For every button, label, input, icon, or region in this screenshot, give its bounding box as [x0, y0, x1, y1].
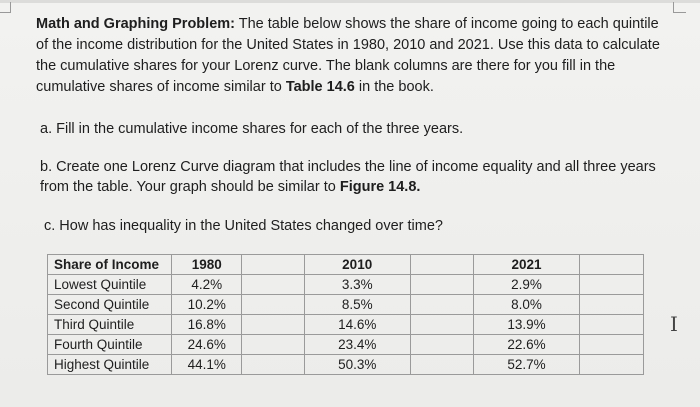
part-b-question	[40, 157, 670, 197]
table-reference: Table 14.6	[285, 79, 355, 95]
cell-2010: 8.5%	[304, 295, 410, 315]
header-2021: 2021	[473, 255, 579, 275]
table-row	[48, 315, 644, 335]
cell-2010: 50.3%	[304, 355, 410, 375]
cumulative-cell-2010[interactable]	[410, 335, 473, 355]
header-blank-1980[interactable]	[242, 255, 304, 275]
problem-statement	[36, 14, 666, 98]
header-blank-2021[interactable]	[580, 255, 644, 275]
cell-2010: 23.4%	[304, 335, 410, 355]
cumulative-cell-2021[interactable]	[580, 315, 644, 335]
cumulative-cell-2010[interactable]	[410, 275, 473, 295]
cell-2010: 3.3%	[304, 275, 410, 295]
part-c-question: c. How has inequality in the United States changed over time?	[44, 218, 443, 234]
cumulative-cell-2010[interactable]	[410, 315, 473, 335]
cell-1980: 4.2%	[172, 275, 242, 295]
figure-reference: Figure 14.8.	[339, 179, 421, 195]
row-label: Highest Quintile	[48, 355, 172, 375]
cell-1980: 44.1%	[172, 355, 242, 375]
header-blank-2010[interactable]	[410, 255, 473, 275]
cell-2021: 8.0%	[473, 295, 579, 315]
income-share-table	[47, 254, 644, 375]
cell-1980: 10.2%	[172, 295, 242, 315]
part-b-text: b. Create one Lorenz Curve diagram that includes the line of income equality and all three years from the table. Your graph should be similar to	[40, 159, 656, 195]
problem-text-1: The table below shows the share of income going to each quintile of the income distribution for the United States in 1980, 2010 and 2021. Use this data to calculate the cumulative shares for your Lorenz curve. The blank columns are there for you fill in the cumulative shares of income similar to	[36, 16, 660, 95]
crop-mark-right	[673, 2, 686, 13]
cell-2021: 52.7%	[473, 355, 579, 375]
cumulative-cell-2021[interactable]	[580, 335, 644, 355]
cell-2010: 14.6%	[304, 315, 410, 335]
cumulative-cell-1980[interactable]	[242, 275, 304, 295]
cumulative-cell-2021[interactable]	[580, 275, 644, 295]
problem-text-2: in the book.	[354, 79, 434, 95]
row-label: Lowest Quintile	[48, 275, 172, 295]
cumulative-cell-2021[interactable]	[580, 355, 644, 375]
problem-heading: Math and Graphing Problem:	[36, 16, 235, 32]
table-row	[48, 335, 644, 355]
text-cursor-icon: I	[670, 312, 678, 336]
row-label: Second Quintile	[48, 295, 172, 315]
cumulative-cell-2010[interactable]	[410, 295, 473, 315]
cell-2021: 13.9%	[473, 315, 579, 335]
table-row	[48, 275, 644, 295]
cell-2021: 2.9%	[473, 275, 579, 295]
cumulative-cell-2010[interactable]	[410, 355, 473, 375]
header-share-of-income: Share of Income	[48, 255, 172, 275]
cumulative-cell-1980[interactable]	[242, 355, 304, 375]
crop-mark-left	[0, 2, 11, 13]
cell-1980: 24.6%	[172, 335, 242, 355]
cell-1980: 16.8%	[172, 315, 242, 335]
cell-2021: 22.6%	[473, 335, 579, 355]
part-a-question: a. Fill in the cumulative income shares for each of the three years.	[40, 121, 464, 137]
table-header-row	[48, 255, 644, 275]
table-row	[48, 355, 644, 375]
header-2010: 2010	[304, 255, 410, 275]
header-1980: 1980	[172, 255, 242, 275]
cumulative-cell-1980[interactable]	[242, 315, 304, 335]
cumulative-cell-2021[interactable]	[580, 295, 644, 315]
page-top-edge	[0, 0, 700, 3]
cumulative-cell-1980[interactable]	[242, 335, 304, 355]
row-label: Fourth Quintile	[48, 335, 172, 355]
row-label: Third Quintile	[48, 315, 172, 335]
cumulative-cell-1980[interactable]	[242, 295, 304, 315]
table-row	[48, 295, 644, 315]
